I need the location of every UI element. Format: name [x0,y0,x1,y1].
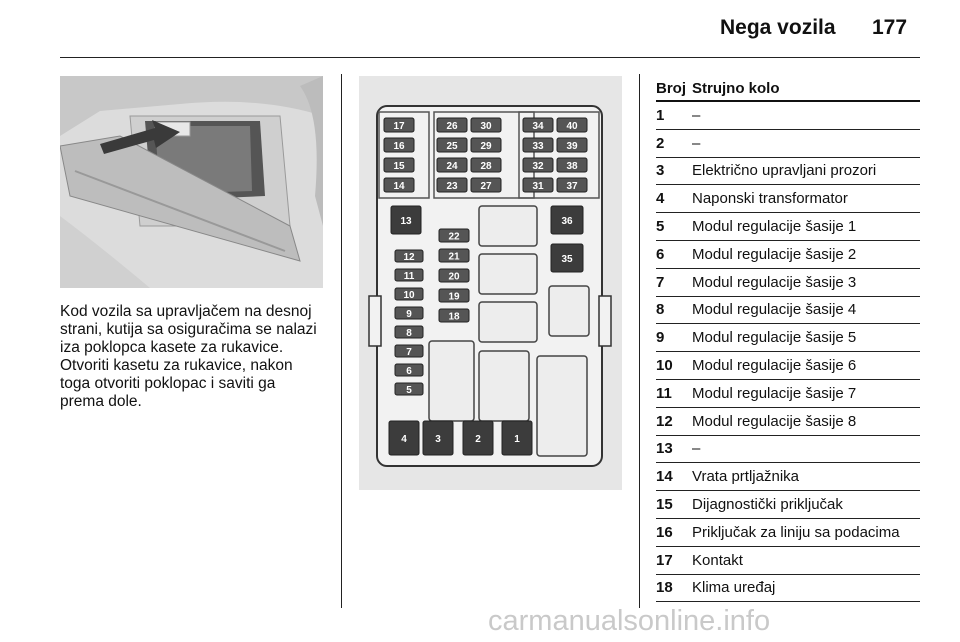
table-row [656,352,920,380]
fuse-number: 13 [656,440,673,458]
table-row [656,102,920,130]
fuse-label: 34 [532,121,544,132]
relay-block [479,206,537,246]
circuit-name: Klima uređaj [692,579,776,597]
fuse-label: 21 [448,251,460,263]
fuse-label: 5 [406,385,412,396]
table-row [656,185,920,213]
table-row [656,130,920,158]
fuse-label: 37 [566,181,578,192]
fuse-label: 22 [448,231,460,243]
column-divider-left [341,74,342,608]
fuse-label: 24 [446,161,458,172]
fuse-number: 12 [656,412,673,430]
circuit-name: – [692,106,701,124]
fuse-label: 12 [403,252,415,263]
fuse-number: 1 [656,106,665,124]
description-line: prema dole. [60,393,142,410]
fuse-label: 33 [532,141,544,152]
table-row [656,547,920,575]
table-row [656,297,920,325]
circuit-name: Naponski transformator [692,190,848,208]
circuit-name: Kontakt [692,551,743,569]
circuit-name: – [692,440,701,458]
circuit-name: Priključak za liniju sa podacima [692,523,900,541]
fuse-label: 20 [448,271,460,283]
fuse-label: 19 [448,291,460,303]
description-text [60,303,328,411]
circuit-name: Modul regulacije šasije 7 [692,384,857,402]
fuse-number: 15 [656,496,673,514]
description-line: strani, kutija sa osiguračima se nalazi [60,321,317,338]
relay-block [549,286,589,336]
circuit-name: Vrata prtljažnika [692,468,799,486]
fuse-label: 27 [480,181,492,192]
fuse-label: 25 [446,141,458,152]
circuit-name: Modul regulacije šasije 8 [692,412,857,430]
relay-block [537,356,587,456]
fuse-label: 11 [403,271,415,282]
glovebox-illustration [60,76,323,288]
fuse-table [656,80,920,602]
fuse-number: 6 [656,245,665,263]
fuse-label: 7 [406,347,412,358]
fuse-number: 5 [656,218,665,236]
table-row [656,463,920,491]
fuse-number: 9 [656,329,665,347]
fuse-label: 14 [393,181,405,192]
table-row [656,519,920,547]
header-circuit: Strujno kolo [692,80,780,97]
relay-block [429,341,474,421]
fuse-number: 10 [656,357,673,375]
fuse-label: 16 [393,141,405,152]
table-row [656,158,920,186]
fuse-label: 18 [448,311,460,323]
fuse-number: 14 [656,468,673,486]
circuit-name: Modul regulacije šasije 2 [692,245,857,263]
description-line: toga otvoriti poklopac i saviti ga [60,375,276,392]
table-row [656,436,920,464]
fuse-label: 6 [406,366,412,377]
description-line: iza poklopca kasete za rukavice. [60,339,284,356]
table-row [656,269,920,297]
description-line: Kod vozila sa upravljačem na desnoj [60,303,312,320]
fuse-label: 31 [532,181,544,192]
fuse-label: 3 [435,434,441,445]
fuse-label: 23 [446,181,458,192]
fuse-number: 4 [656,190,665,208]
table-row [656,408,920,436]
fuse-label: 2 [475,434,481,445]
fuse-label: 29 [480,141,492,152]
fuse-number: 18 [656,579,673,597]
fuse-label: 28 [480,161,492,172]
page-title: Nega vozila [720,16,836,39]
fuse-box-diagram [359,76,622,490]
header-number: Broj [656,80,686,97]
circuit-name: Dijagnostički priključak [692,496,843,514]
column-divider-right [639,74,640,608]
fuse-label: 10 [403,290,415,301]
fuse-label: 38 [566,161,578,172]
circuit-name: Modul regulacije šasije 6 [692,357,857,375]
description-line: Otvoriti kasetu za rukavice, nakon [60,357,293,374]
fuse-number: 7 [656,273,665,291]
table-row [656,491,920,519]
fuse-number: 8 [656,301,665,319]
fuse-label: 39 [566,141,578,152]
fuse-label: 9 [406,309,412,320]
relay-block [479,254,537,294]
fuse-label: 35 [561,254,573,265]
table-row [656,213,920,241]
fuse-label: 4 [401,434,407,445]
fuse-number: 3 [656,162,665,180]
fuse-number: 16 [656,523,673,541]
relay-block [479,302,537,342]
circuit-name: – [692,134,701,152]
fuse-label: 32 [532,161,544,172]
table-row [656,380,920,408]
circuit-name: Modul regulacije šasije 4 [692,301,857,319]
fuse-label: 15 [393,161,405,172]
fuse-number: 11 [656,384,672,402]
table-row [656,241,920,269]
fuse-label: 30 [480,121,492,132]
circuit-name: Električno upravljani prozori [692,162,877,180]
table-row [656,324,920,352]
watermark: carmanualsonline.info [488,605,771,637]
page-number: 177 [872,16,908,39]
relay-block [479,351,529,421]
circuit-name: Modul regulacije šasije 5 [692,329,857,347]
fuse-label: 1 [514,434,520,445]
fuse-label: 36 [561,216,573,227]
circuit-name: Modul regulacije šasije 1 [692,218,857,236]
fuse-number: 17 [656,551,673,569]
fuse-label: 26 [446,121,458,132]
header-divider [60,57,920,58]
fuse-label: 8 [406,328,412,339]
table-header [656,80,920,102]
fuse-label: 17 [393,121,405,132]
fuse-label: 40 [566,121,578,132]
table-row [656,575,920,603]
circuit-name: Modul regulacije šasije 3 [692,273,857,291]
fuse-number: 2 [656,134,665,152]
fuse-label: 13 [400,216,412,227]
